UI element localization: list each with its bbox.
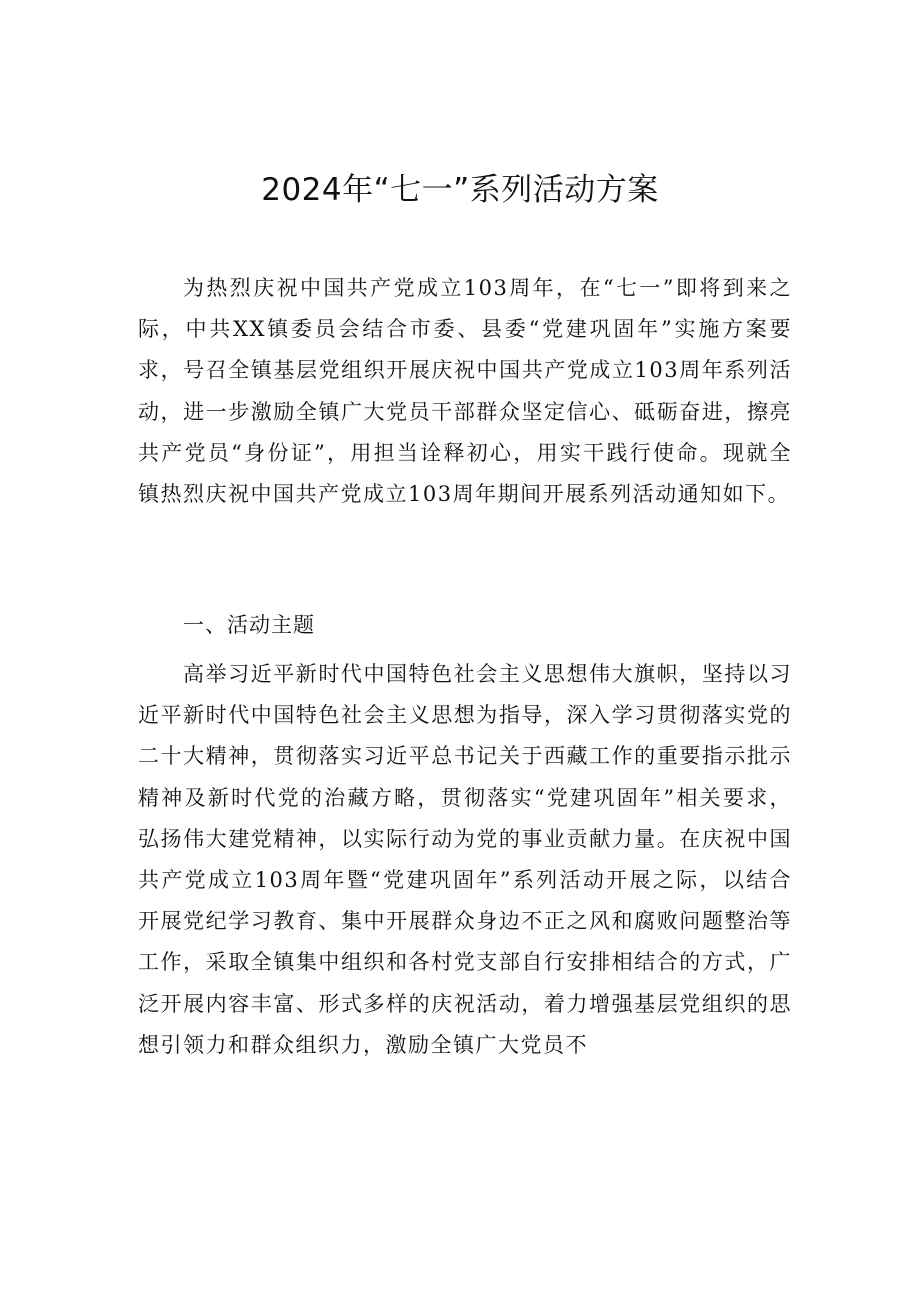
document-title: 2024年“七一”系列活动方案 — [261, 172, 659, 208]
intro-paragraph: 为热烈庆祝中国共产党成立103周年，在“七一”即将到来之际，中共XX镇委员会结合市委、县委“党建巩固年”实施方案要求，号召全镇基层党组织开展庆祝中国共产党成立103周年系列活动，进一步激励全镇广大党员干部群众坚定信心、砥砺奋进，擦亮共产党员“身份证”，用担当诠释初心，用实干践行使命。现就全镇热烈庆祝中国共产党成立103周年期间开展系列活动通知如下。 — [138, 276, 792, 507]
activity-theme-paragraph: 高举习近平新时代中国特色社会主义思想伟大旗帜，坚持以习近平新时代中国特色社会主义思想为指导，深入学习贯彻落实党的二十大精神，贯彻落实习近平总书记关于西藏工作的重要指示批示精神及新时代党的治藏方略，贯彻落实“党建巩固年”相关要求，弘扬伟大建党精神，以实际行动为党的事业贡献力量。在庆祝中国共产党成立103周年暨“党建巩固年”系列活动开展之际，以结合开展党纪学习教育、集中开展群众身边不正之风和腐败问题整治等工作，采取全镇集中组织和各村党支部自行安排相结合的方式，广泛开展内容丰富、形式多样的庆祝活动，着力增强基层党组织的思想引领力和群众组织力，激励全镇广大党员不 — [138, 662, 792, 1057]
section-heading-activity-theme: 一、活动主题 — [183, 613, 315, 637]
